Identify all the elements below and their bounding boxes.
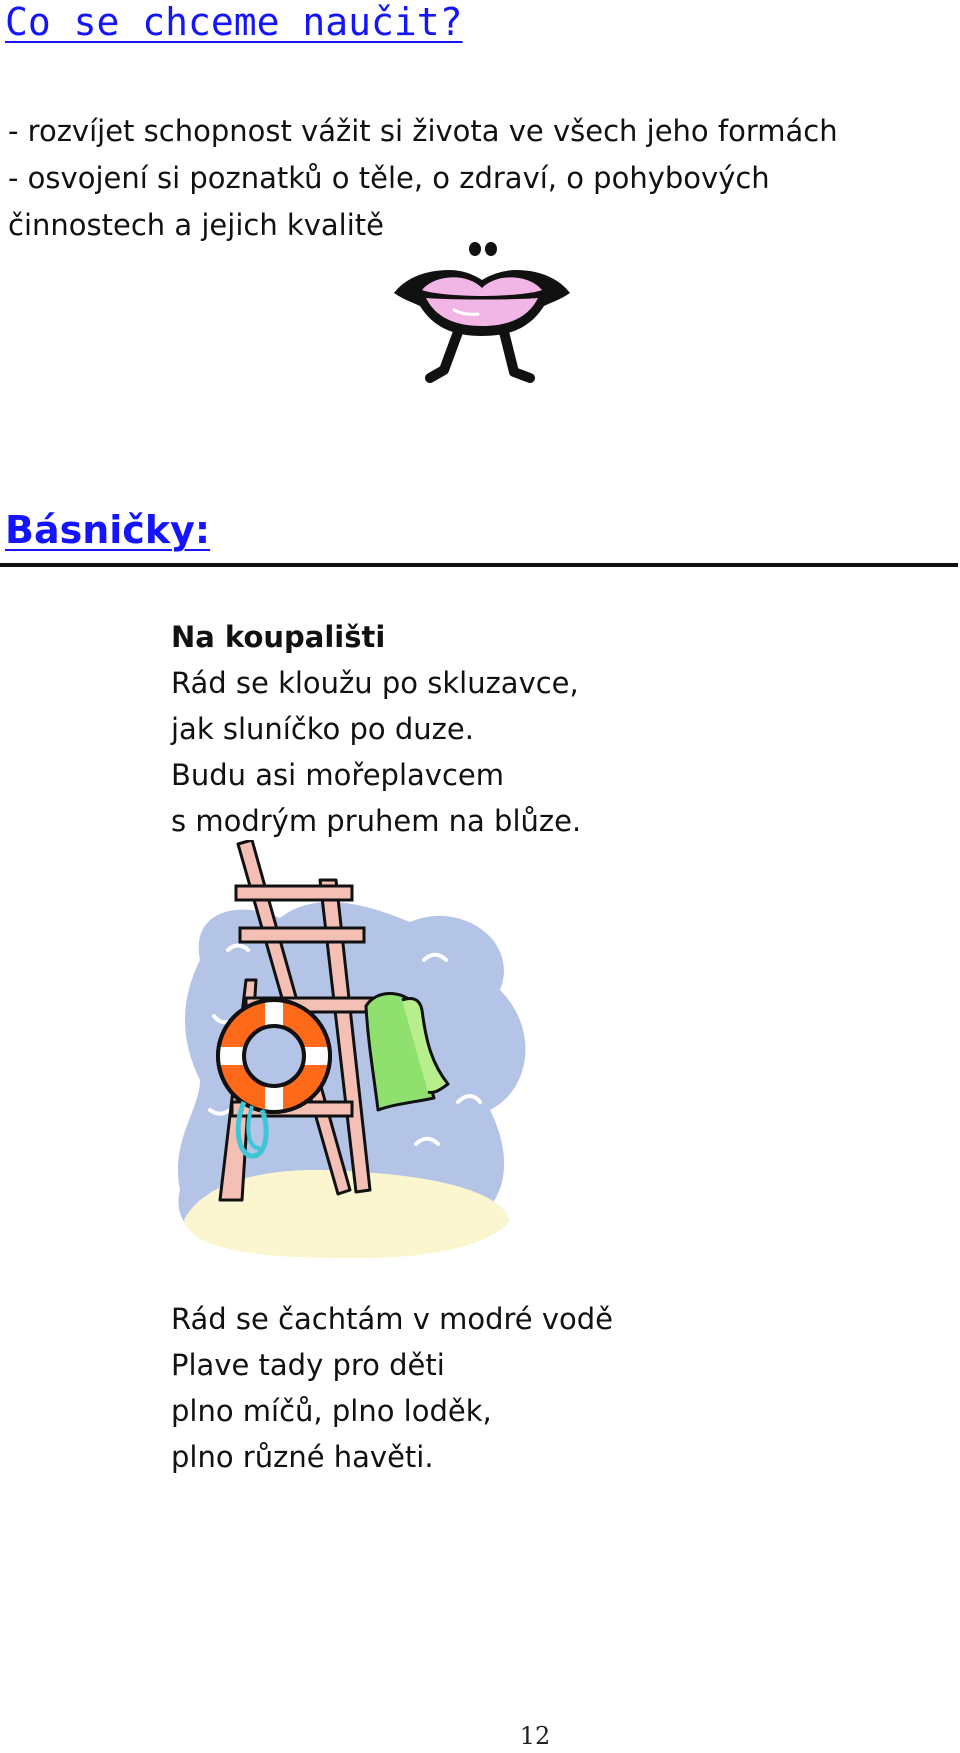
- poem-title: Na koupališti: [171, 620, 386, 654]
- goals-list: [8, 108, 948, 249]
- goal-line: činnostech a jejich kvalitě: [8, 208, 384, 242]
- walking-lips-icon: [392, 240, 572, 388]
- poem-line: plno různé havěti.: [171, 1440, 434, 1474]
- heading-goals: Co se chceme naučit?: [5, 0, 463, 44]
- poem-line: Rád se čachtám v modré vodě: [171, 1302, 614, 1336]
- heading-poems: Básničky:: [5, 508, 211, 552]
- poem-na-koupalisti: [171, 614, 931, 844]
- page-number: 12: [519, 1722, 551, 1750]
- poem-line: Plave tady pro děti: [171, 1348, 445, 1382]
- goal-line: - osvojení si poznatků o těle, o zdraví, o pohybových: [8, 161, 770, 195]
- poem-line: s modrým pruhem na blůze.: [171, 804, 582, 838]
- poem-line: jak sluníčko po duze.: [171, 712, 474, 746]
- poem-second: [171, 1296, 931, 1480]
- lifeguard-chair-icon: [170, 840, 550, 1270]
- poem-line: plno míčů, plno loděk,: [171, 1394, 492, 1428]
- poem-line: Rád se kloužu po skluzavce,: [171, 666, 579, 700]
- section-divider: [0, 563, 958, 567]
- poem-line: Budu asi mořeplavcem: [171, 758, 504, 792]
- goal-line: - rozvíjet schopnost vážit si života ve všech jeho formách: [8, 114, 838, 148]
